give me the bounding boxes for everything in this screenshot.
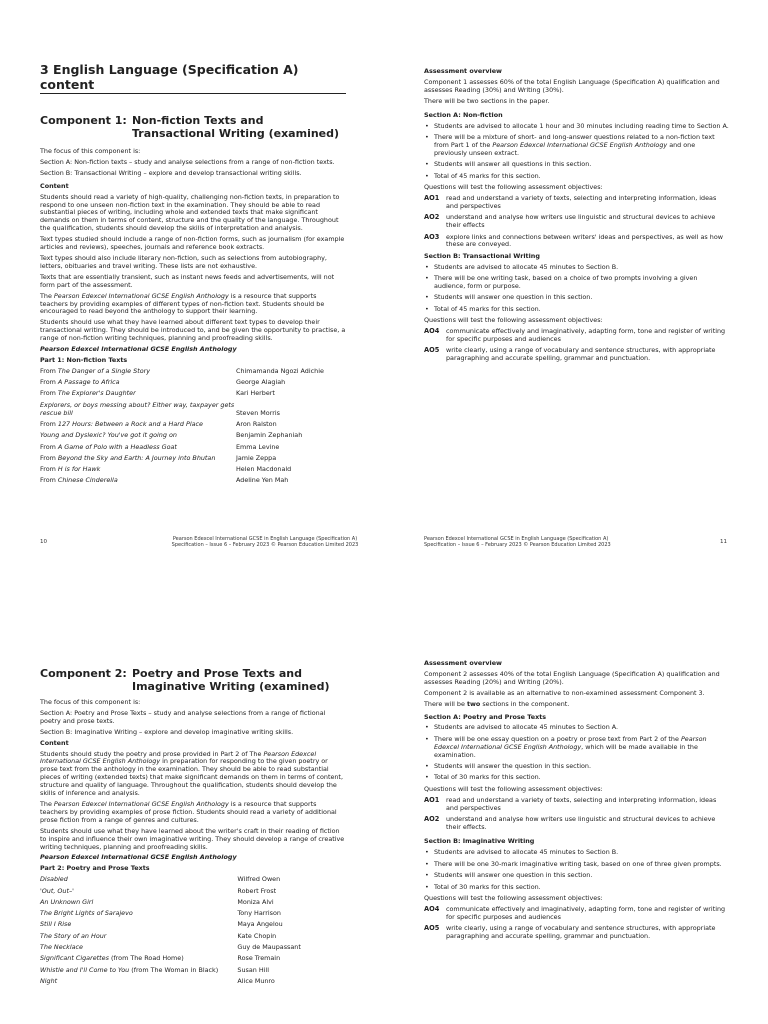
table-row: Whistle and I'll Come to You (from The Woman in Black) Susan Hill (40, 965, 269, 974)
section-a-heading: Section A: Non-fiction (424, 110, 503, 119)
footer-line: Specification – Issue 6 – February 2023 © Pearson Education Limited 2023 (424, 542, 611, 549)
page-footer (424, 536, 654, 549)
section-b-bullets (424, 264, 730, 314)
table-row: From Chinese Cinderella Adeline Yen Mah (40, 476, 289, 485)
section-b-heading: Section B: Transactional Writing (424, 251, 540, 260)
ao-row: AO2 understand and analyse how writers use linguistic and structural devices to achieve their effects. (424, 815, 716, 831)
content-heading: Content (40, 181, 69, 190)
component-title: Poetry and Prose Texts and Imaginative Writing (examined) (132, 667, 330, 693)
sections-line: There will be two sections in the paper. (424, 96, 550, 105)
component-title: Non-fiction Texts and Transactional Writing (examined) (132, 114, 340, 140)
content-paragraph: Students should read a variety of high-quality, challenging non-fiction texts, in preparation to respond to one unseen non-fiction text in the examination. They should be able to read substantial pieces of writing, including whole and extended texts that make significant demands on them in terms of content, structure and the quality of the language. Throughout the qualification, students should develop the skills of interpretation and analysis. (40, 192, 340, 233)
table-row: Explorers, or boys messing about? Either way, taxpayer gets rescue bill Steven Morris (40, 400, 280, 417)
anthology-heading: Pearson Edexcel International GCSE English Anthology (40, 853, 237, 862)
ao-intro: Questions will test the following assessment objectives: (424, 316, 603, 325)
section-a-heading: Section A: Poetry and Prose Texts (424, 712, 547, 721)
list-item: • Total of 30 marks for this section. (424, 774, 730, 782)
content-paragraph: Students should study the poetry and prose provided in Part 2 of The Pearson Edexcel International GCSE English Anthology in preparation for responding to the given poetry or prose text from the anthology in the examination. They should be able to read substantial pieces of writing (extended texts) that make significant demands on them in terms of content, structure and quality of language. Throughout the qualification, students should develop the skills of inference and analysis. (40, 749, 343, 798)
component-1-heading (40, 114, 346, 140)
table-row: Significant Cigarettes (from The Road Home) Rose Tremain (40, 954, 281, 963)
part-heading: Part 2: Poetry and Prose Texts (40, 864, 150, 873)
list-item: • Students are advised to allocate 45 minutes to Section A. (424, 724, 730, 732)
sections-line: There will be two sections in the component. (424, 699, 570, 708)
section-a-bullets (424, 724, 730, 782)
table-row: From A Game of Polo with a Headless Goat Emma Levine (40, 442, 280, 451)
part-heading: Part 1: Non-fiction Texts (40, 355, 128, 364)
section-b-heading: Section B: Imaginative Writing (424, 837, 535, 846)
footer-line: Specification – Issue 6 – February 2023 © Pearson Education Limited 2023 (171, 542, 359, 549)
list-item: • Total of 45 marks for this section. (424, 173, 730, 181)
text-run: is a resource that supports teachers by providing examples of different types of non-fiction text. Students should be encouraged to read beyond the anthology to support their learning. (40, 291, 325, 316)
list-item: • Students are advised to allocate 1 hour and 30 minutes including reading time to Section A. (424, 123, 730, 131)
section-title: 3 English Language (Specification A) content (40, 62, 346, 94)
table-row: From The Explorer's Daughter Kari Herbert (40, 389, 275, 398)
table-row: 'Out, Out–' Robert Frost (40, 886, 277, 895)
page-number: 10 (40, 539, 47, 545)
content-paragraph: Text types should also include literary non-fiction, such as selections from autobiography, letters, obituaries and travel writing. These lists are not exhaustive. (40, 253, 327, 270)
page-10 (40, 62, 346, 489)
section-a-line: Section A: Non-fiction texts – study and analyse selections from a range of non-fiction texts. (40, 157, 335, 166)
table-row: From A Passage to Africa George Alagiah (40, 378, 286, 387)
table-row: Still I Rise Maya Angelou (40, 920, 283, 929)
list-item: • Students will answer one question in this section. (424, 294, 730, 302)
section-b-line: Section B: Transactional Writing – explore and develop transactional writing skills. (40, 168, 302, 177)
list-item: • Students will answer the question in this section. (424, 763, 730, 771)
component-label: Component 1: (40, 114, 127, 127)
alternative-line: Component 2 is available as an alternative to non-examined assessment Component 3. (424, 688, 705, 697)
list-item: • There will be a mixture of short- and long-answer questions related to a non-fiction text from Part 1 of the Pearson Edexcel International GCSE English Anthology and one previously unseen extract. (424, 134, 730, 158)
page-12 (40, 667, 346, 989)
content-paragraph: Students should use what they have learned about the writer's craft in their reading of fiction to inspire and influence their own imaginative writing. They should develop a range of creative writing techniques, planning and proofreading skills. (40, 826, 345, 851)
content-paragraph: Text types studied should include a range of non-fiction forms, such as journalism (for example articles and reviews), speeches, journals and reference book extracts. (40, 235, 345, 252)
table-row: The Story of an Hour Kate Chopin (40, 931, 277, 940)
ao-row: AO1 read and understand a variety of texts, selecting and interpreting information, ideas and perspectives (424, 795, 717, 812)
list-item: • Students will answer all questions in this section. (424, 161, 730, 169)
list-item: • There will be one essay question on a poetry or prose text from Part 2 of the Pearson Edexcel International GCSE English Anthology, which will be made available in the examination. (424, 736, 730, 760)
table-row: From The Danger of a Single Story Chimamanda Ngozi Adichie (40, 366, 324, 375)
page-11 (424, 68, 730, 367)
content-heading: Content (40, 738, 69, 747)
table-row: From 127 Hours: Between a Rock and a Hard Place Aron Ralston (40, 419, 277, 428)
list-item: • Students are advised to allocate 45 minutes to Section B. (424, 264, 730, 272)
table-row: Disabled Wilfred Owen (40, 875, 281, 884)
table-row: The Bright Lights of Sarajevo Tony Harrison (40, 909, 281, 918)
footer-line: Pearson Edexcel International GCSE in English Language (Specification A) (172, 536, 358, 542)
footer-line: Pearson Edexcel International GCSE in English Language (Specification A) (424, 536, 609, 542)
page-13 (424, 660, 730, 944)
content-paragraph (40, 293, 346, 317)
ao-row: AO5 write clearly, using a range of vocabulary and sentence structures, with appropriate paragraphing and accurate spelling, grammar and punctuation. (424, 346, 716, 363)
texts-table (40, 368, 346, 485)
ao-row: AO1 read and understand a variety of texts, selecting and interpreting information, ideas and perspectives (424, 193, 717, 210)
focus-line: The focus of this component is: (40, 698, 141, 706)
table-row: An Unknown Girl Moniza Alvi (40, 897, 274, 906)
list-item: • Students will answer one question in this section. (424, 872, 730, 880)
ao-intro: Questions will test the following assessment objectives: (424, 893, 603, 902)
page-footer (150, 536, 380, 549)
component-label: Component 2: (40, 667, 127, 680)
ao-row: AO4 communicate effectively and imaginatively, adapting form, tone and register of writing for specific purposes and audiences (424, 327, 726, 344)
list-item: • There will be one 30-mark imaginative writing task, based on one of three given prompts. (424, 861, 730, 869)
table-row: From Beyond the Sky and Earth: A Journey into Bhutan Jamie Zeppa (40, 453, 277, 462)
assessment-overview-heading: Assessment overview (424, 67, 502, 75)
intro-paragraph: Component 2 assesses 40% of the total English Language (Specification A) qualification and assesses Reading (20%) and Writing (20%). (424, 669, 720, 686)
page-number: 11 (720, 539, 727, 545)
table-row: From H is for Hawk Helen Macdonald (40, 465, 292, 474)
list-item: • Students are advised to allocate 45 minutes to Section B. (424, 849, 730, 857)
list-item: • Total of 30 marks for this section. (424, 884, 730, 892)
content-paragraph: Texts that are essentially transient, such as instant news feeds and advertisements, will not form part of the assessment. (40, 272, 335, 289)
section-b-bullets (424, 849, 730, 891)
list-item: • Total of 45 marks for this section. (424, 306, 730, 314)
section-a-bullets (424, 123, 730, 181)
list-item: • There will be one writing task, based on a choice of two prompts involving a given audience, form or purpose. (424, 275, 730, 291)
ao-intro: Questions will test the following assessment objectives: (424, 182, 603, 191)
anthology-title: Pearson Edexcel International GCSE English Anthology (53, 291, 229, 300)
table-row: The Necklace Guy de Maupassant (40, 943, 301, 951)
assessment-overview-heading: Assessment overview (424, 659, 502, 667)
texts-table (40, 876, 346, 986)
ao-row: AO2 understand and analyse how writers use linguistic and structural devices to achieve their effects (424, 213, 716, 230)
anthology-heading: Pearson Edexcel International GCSE English Anthology (40, 345, 237, 354)
content-paragraph: The Pearson Edexcel International GCSE English Anthology is a resource that supports teachers by providing examples of prose fiction. Students should read a variety of additional prose fiction from a range of genres and cultures. (40, 799, 337, 824)
content-paragraph: Students should use what they have learned about different text types to develop their transactional writing. They should be introduced to, and be given the opportunity to practise, a range of non-fiction writing techniques, planning and proofreading skills. (40, 318, 346, 343)
table-row: Night Alice Munro (40, 976, 275, 985)
text-run: The (40, 291, 54, 300)
intro-paragraph: Component 1 assesses 60% of the total English Language (Specification A) qualification and assesses Reading (30%) and Writing (30%). (424, 77, 720, 94)
component-2-heading (40, 667, 346, 693)
table-row: Young and Dyslexic? You've got it going on Benjamin Zephaniah (40, 431, 303, 440)
section-a-line: Section A: Poetry and Prose Texts – study and analyse selections from a range of fictional poetry and prose texts. (40, 708, 326, 725)
ao-intro: Questions will test the following assessment objectives: (424, 784, 603, 793)
ao-row: AO5 write clearly, using a range of vocabulary and sentence structures, with appropriate paragraphing and accurate spelling, grammar and punctuation. (424, 924, 716, 941)
focus-line: The focus of this component is: (40, 147, 141, 155)
section-b-line: Section B: Imaginative Writing – explore and develop imaginative writing skills. (40, 727, 294, 736)
ao-row: AO4 communicate effectively and imaginatively, adapting form, tone and register of writing for specific purposes and audiences (424, 904, 726, 921)
ao-row: AO3 explore links and connections between writers' ideas and perspectives, as well as how these are conveyed. (424, 232, 723, 249)
